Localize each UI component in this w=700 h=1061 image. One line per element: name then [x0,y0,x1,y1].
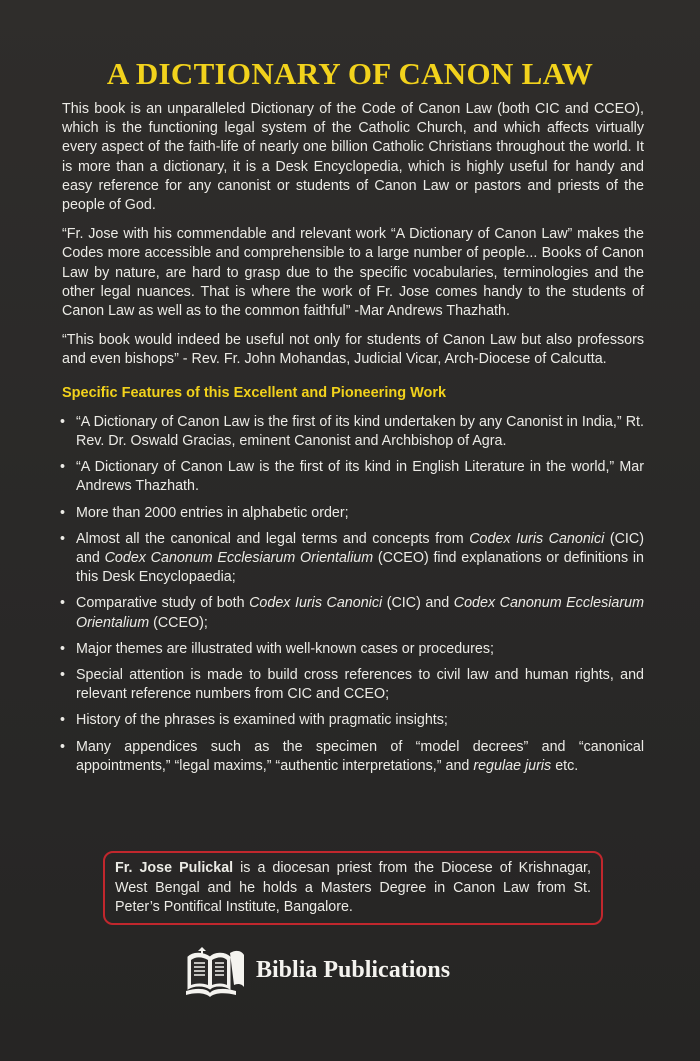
author-name: Fr. Jose Pulickal [115,860,234,876]
feature-text: “A Dictionary of Canon Law is the first of its kind undertaken by any Canonist in India,” Rt. Rev. Dr. Oswald Gracias, eminent Canonist and Archbishop of Agra. [76,413,644,450]
publisher-imprint [184,947,524,997]
feature-text: Major themes are illustrated with well-known cases or procedures; [76,640,494,657]
feature-item [62,413,644,451]
feature-item [62,738,644,776]
publisher-name: Biblia Publications [256,957,451,983]
book-title: A DICTIONARY OF CANON LAW [106,56,594,91]
bullet-icon: • [60,413,66,430]
bullet-icon: • [60,459,66,476]
author-bio: is a diocesan priest from the Diocese of Krishnagar, West Bengal and he holds a Masters Degree in Canon Law from St. Peter’s Pontifical Institute, Bangalore. [115,860,591,915]
feature-item [62,711,644,730]
bullet-icon: • [60,667,66,684]
feature-item [62,458,644,496]
author-bio-box [103,851,603,925]
description-paragraph: This book is an unparalleled Dictionary of the Code of Canon Law (both CIC and CCEO), which is the functioning legal system of the Catholic Church, and which affects virtually every aspect of the faith-life of nearly one billion Catholic Christians throughout the world. It is more than a dictionary, it is a Desk Encyclopedia, which is highly useful for handy and easy reference for any canonist or students of Canon Law or pastors and priests of the people of God. [62,101,644,214]
quote-paragraph: “Fr. Jose with his commendable and relevant work “A Dictionary of Canon Law” makes the Codes more accessible and comprehensible to a large number of people... Books of Canon Law by nature, are hard to grasp due to the specific vocabularies, terminologies and the other legal nuances. That is where the work of Fr. Jose comes handy to the students of Canon Law as well as to the common faithful” -Mar Andrews Thazhath. [62,226,644,320]
bullet-icon: • [60,738,66,755]
bible-scroll-logo-icon [184,947,252,997]
cover-description [62,100,644,783]
feature-item [62,640,644,659]
feature-text: Many appendices such as the specimen of “model decrees” and “canonical appointments,” “legal maxims,” “authentic interpretations,” and regulae juris etc. [76,738,644,774]
bullet-icon: • [60,504,66,521]
feature-text: More than 2000 entries in alphabetic order; [76,504,349,521]
feature-text: “A Dictionary of Canon Law is the first of its kind in English Literature in the world,” Mar Andrews Thazhath. [76,459,644,495]
features-list [62,413,644,776]
feature-text: Almost all the canonical and legal terms and concepts from Codex Iuris Canonici (CIC) and Codex Canonum Ecclesiarum Orientalium (CCEO) find explanations or definitions in this Desk Encyclopaedia; [76,530,644,586]
feature-item [62,504,644,523]
bullet-icon: • [60,712,66,729]
bullet-icon: • [60,595,66,612]
feature-item [62,530,644,588]
feature-item [62,666,644,704]
feature-text: Special attention is made to build cross references to civil law and human rights, and relevant reference numbers from CIC and CCEO; [76,667,644,703]
features-heading: Specific Features of this Excellent and Pioneering Work [62,384,447,401]
feature-text: History of the phrases is examined with pragmatic insights; [76,712,448,729]
bullet-icon: • [60,640,66,657]
quote-paragraph: “This book would indeed be useful not only for students of Canon Law but also professors and even bishops” - Rev. Fr. John Mohandas, Judicial Vicar, Arch-Diocese of Calcutta. [62,332,644,368]
bullet-icon: • [60,530,66,547]
feature-item [62,594,644,632]
feature-text: Comparative study of both Codex Iuris Canonici (CIC) and Codex Canonum Ecclesiarum Orientalium (CCEO); [76,595,645,631]
